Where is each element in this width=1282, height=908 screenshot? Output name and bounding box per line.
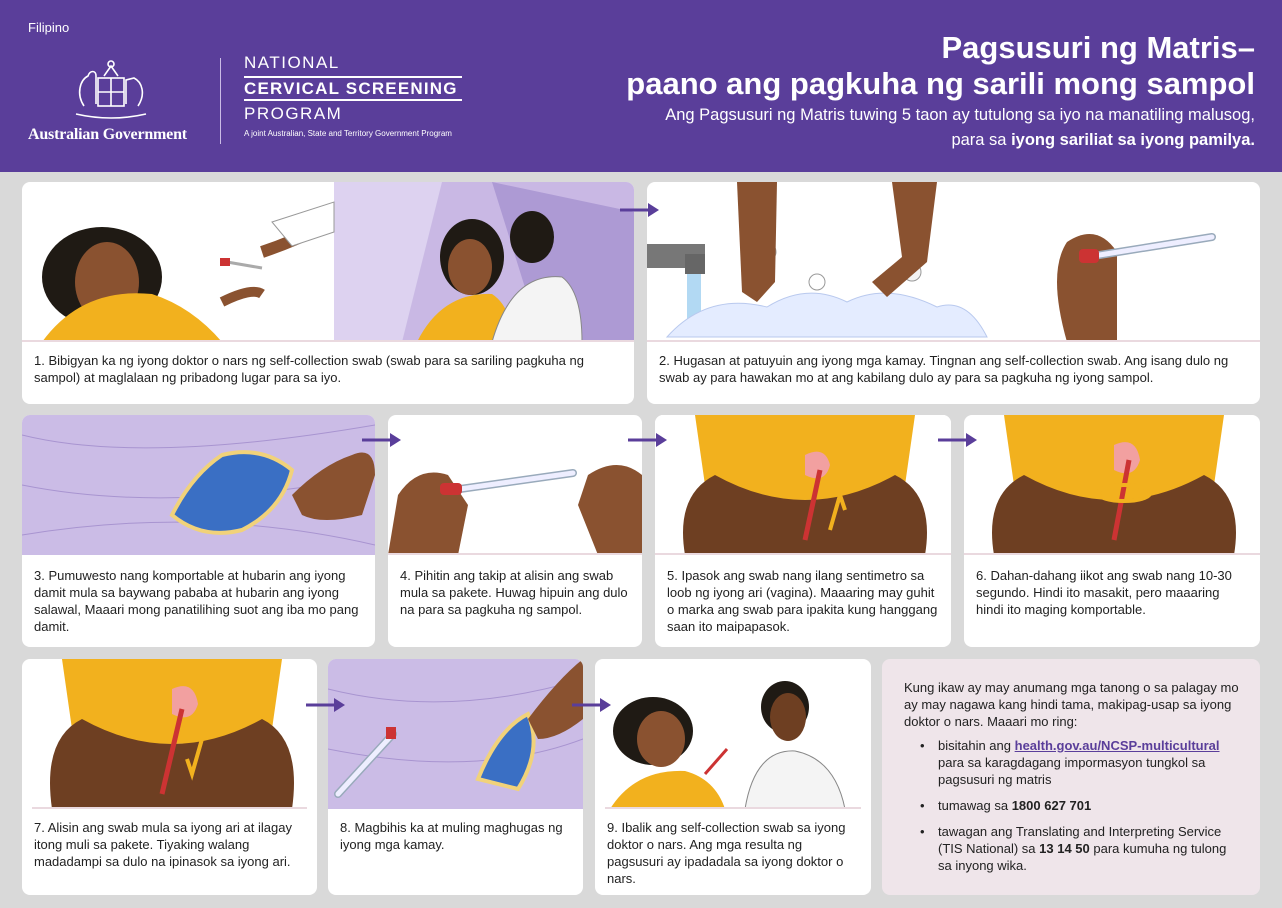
subtitle-line-2-b: iyong sariliat sa iyong pamilya. (1011, 131, 1255, 149)
arrow-icon (362, 432, 402, 448)
step-1-illustration (22, 182, 634, 342)
list-item (904, 737, 1234, 788)
tis-number: 13 14 50 (1039, 841, 1090, 856)
step-3-illustration (22, 415, 375, 555)
program-line-2: CERVICAL SCREENING (244, 76, 462, 101)
step-7-text: 7. Alisin ang swab mula sa iyong ari at ilagay itong muli sa pakete. Tiyaking walang madadampi sa dulo na ipinasok sa iyong ari. (34, 820, 292, 869)
step-8-illustration (328, 659, 583, 809)
header-banner (0, 0, 1282, 172)
coat-of-arms-icon (66, 60, 156, 124)
arrow-icon (620, 202, 660, 218)
step-7-card (22, 659, 317, 895)
list-item (904, 797, 1234, 814)
step-5-illustration (655, 415, 951, 555)
subtitle-line-1: Ang Pagsusuri ng Matris tuwing 5 taon ay tutulong sa iyo na manatiling malusog, (665, 106, 1255, 124)
arrow-icon (628, 432, 668, 448)
step-4-illustration (388, 415, 642, 555)
step-6-card (964, 415, 1260, 647)
info-intro: Kung ikaw ay may anumang mga tanong o sa palagay mo ay may nagawa kang hindi tama, makipag-usap sa iyong doktor o nars. Maaari mo ring: (904, 680, 1239, 729)
bullet-1-pre: bisitahin ang (938, 738, 1015, 753)
subtitle-line-2 (626, 129, 1255, 152)
step-8-text: 8. Magbihis ka at muling maghugas ng iyong mga kamay. (340, 820, 563, 852)
header-divider (220, 58, 221, 144)
step-6-text: 6. Dahan-dahang iikot ang swab nang 10-30 segundo. Hindi ito masakit, pero maaaring hindi ito maging komportable. (976, 568, 1232, 617)
step-1-card (22, 182, 634, 404)
program-line-4: A joint Australian, State and Territory Government Program (244, 129, 452, 138)
phone-number: 1800 627 701 (1011, 798, 1092, 813)
arrow-icon (572, 697, 612, 713)
step-2-text: 2. Hugasan at patuyuin ang iyong mga kamay. Tingnan ang self-collection swab. Ang isang dulo ng swab ay para hawakan mo at ang kabilang dulo ay para sa pagkuha ng iyong sampol. (659, 353, 1229, 385)
arrow-icon (306, 697, 346, 713)
step-7-illustration (22, 659, 317, 809)
page-title (626, 30, 1255, 152)
bullet-1-post: para sa karagdagang impormasyon tungkol sa pagsusuri ng matris (938, 755, 1206, 787)
step-6-illustration (964, 415, 1260, 555)
step-8-card (328, 659, 583, 895)
step-5-text: 5. Ipasok ang swab nang ilang sentimetro sa loob ng iyong ari (vagina). Maaaring may guhit o marka ang swab para ipakita kung hanggang saan ito maipapasok. (667, 568, 938, 634)
info-list (904, 737, 1234, 883)
step-9-text: 9. Ibalik ang self-collection swab sa iyong doktor o nars. Ang mga resulta ng pagsusuri ay ipadadala sa iyong doktor o nars. (607, 820, 846, 886)
step-9-illustration (595, 659, 871, 809)
step-3-card (22, 415, 375, 647)
step-4-text: 4. Pihitin ang takip at alisin ang swab mula sa pakete. Huwag hipuin ang dulo na para sa pagkuha ng sampol. (400, 568, 628, 617)
step-4-card (388, 415, 642, 647)
step-5-card (655, 415, 951, 647)
bullet-3-post: para kumuha ng tulong sa inyong wika. (938, 841, 1227, 873)
program-line-3: PROGRAM (244, 104, 343, 123)
step-2-illustration (647, 182, 1260, 342)
language-label: Filipino (28, 20, 70, 35)
website-link[interactable]: health.gov.au/NCSP-multicultural (1014, 738, 1220, 753)
step-1-text: 1. Bibigyan ka ng iyong doktor o nars ng self-collection swab (swab para sa sariling pagkuha ng sampol) at maglalaan ng pribadong lugar para sa iyo. (34, 353, 584, 385)
bullet-3-pre: tawagan ang Translating and Interpreting Service (TIS National) sa (938, 824, 1222, 856)
list-item (904, 823, 1234, 874)
program-line-1: NATIONAL (244, 53, 340, 72)
title-line-1: Pagsusuri ng Matris– (941, 30, 1255, 65)
subtitle-line-2-a: para sa (951, 131, 1012, 149)
step-3-text: 3. Pumuwesto nang komportable at hubarin ang iyong damit mula sa baywang pababa at hubarin ang iyong salawal, Maaari mong panatilihing suot ang iba mo pang damit. (34, 568, 359, 634)
step-9-card (595, 659, 871, 895)
step-2-card (647, 182, 1260, 404)
arrow-icon (938, 432, 978, 448)
program-logo (244, 52, 474, 138)
government-label: Australian Government (28, 126, 187, 143)
info-box (882, 659, 1260, 895)
title-line-2: paano ang pagkuha ng sarili mong sampol (626, 66, 1255, 101)
bullet-2-pre: tumawag sa (938, 798, 1012, 813)
